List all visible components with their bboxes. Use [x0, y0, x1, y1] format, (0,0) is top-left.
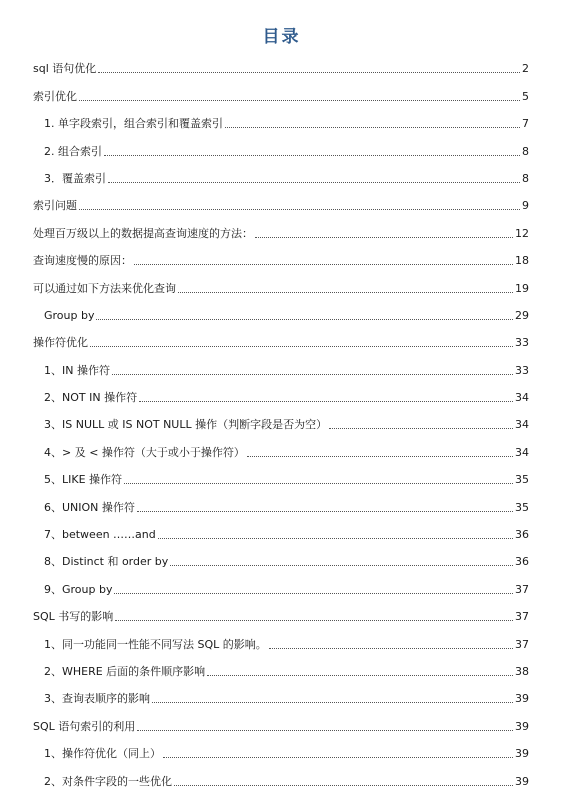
toc-entry-label: 索引优化	[33, 89, 77, 103]
dot-leader	[112, 374, 513, 375]
toc-entry[interactable]	[33, 548, 529, 575]
toc-entry[interactable]	[33, 712, 529, 739]
toc-entry[interactable]	[33, 630, 529, 657]
dot-leader	[163, 757, 513, 758]
toc-entry[interactable]	[33, 137, 529, 164]
toc-entry[interactable]	[33, 219, 529, 246]
toc-entry-page-number: 36	[515, 555, 529, 569]
toc-entry-label: 2、对条件字段的一些优化	[44, 774, 172, 788]
toc-entry-page-number: 37	[515, 582, 529, 596]
dot-leader	[114, 593, 513, 594]
toc-entry[interactable]	[33, 575, 529, 602]
toc-entry-page-number: 33	[515, 336, 529, 350]
toc-entry-label: 操作符优化	[33, 336, 88, 350]
toc-entry[interactable]	[33, 192, 529, 219]
toc-entry-label: 3、查询表顺序的影响	[44, 692, 150, 706]
toc-entry[interactable]	[33, 302, 529, 329]
toc-entry-label: SQL 书写的影响	[33, 610, 114, 624]
toc-title: 目录	[262, 27, 301, 47]
toc-entry-page-number: 12	[515, 226, 529, 240]
toc-entry-label: 处理百万级以上的数据提高查询速度的方法：	[33, 226, 253, 240]
dot-leader	[115, 620, 513, 621]
toc-entry-page-number: 8	[522, 144, 529, 158]
dot-leader	[90, 346, 513, 347]
dot-leader	[174, 785, 513, 786]
toc-entry-label: 1、操作符优化（同上）	[44, 747, 161, 761]
dot-leader	[124, 483, 513, 484]
dot-leader	[225, 127, 520, 128]
dot-leader	[269, 648, 513, 649]
toc-entry-page-number: 39	[515, 774, 529, 788]
toc-entry-page-number: 34	[515, 391, 529, 405]
toc-entry-page-number: 35	[515, 473, 529, 487]
toc-entry[interactable]	[33, 685, 529, 712]
toc-entry-page-number: 19	[515, 281, 529, 295]
toc-entry-page-number: 39	[515, 719, 529, 733]
dot-leader	[79, 100, 520, 101]
dot-leader	[104, 155, 520, 156]
toc-entry-page-number: 35	[515, 500, 529, 514]
toc-entry-label: Group by	[44, 308, 95, 322]
dot-leader	[207, 675, 513, 676]
dot-leader	[79, 209, 520, 210]
toc-entry[interactable]	[33, 740, 529, 767]
toc-entry-page-number: 34	[515, 445, 529, 459]
dot-leader	[329, 428, 513, 429]
dot-leader	[255, 237, 513, 238]
toc-entry-page-number: 34	[515, 418, 529, 432]
toc-entry[interactable]	[33, 165, 529, 192]
toc-entry-label: 4、> 及 < 操作符（大于或小于操作符）	[44, 445, 245, 459]
toc-entry-label: 1、IN 操作符	[44, 363, 110, 377]
dot-leader	[247, 456, 513, 457]
toc-entry-label: 7、between ……and	[44, 528, 156, 542]
toc-entry[interactable]	[33, 438, 529, 465]
toc-entry[interactable]	[33, 356, 529, 383]
toc-entry-label: 9、Group by	[44, 582, 113, 596]
dot-leader	[158, 538, 513, 539]
dot-leader	[137, 511, 513, 512]
toc-entry-label: 8、Distinct 和 order by	[44, 555, 169, 569]
toc-entry-page-number: 18	[515, 254, 529, 268]
toc-entry[interactable]	[33, 274, 529, 301]
dot-leader	[98, 72, 520, 73]
toc-entry[interactable]	[33, 110, 529, 137]
toc-entry-page-number: 8	[522, 171, 529, 185]
toc-entry-label: 索引问题	[33, 199, 77, 213]
toc-entry-page-number: 38	[515, 664, 529, 678]
toc-entry-label: 2、WHERE 后面的条件顺序影响	[44, 664, 206, 678]
toc-entry[interactable]	[33, 247, 529, 274]
toc-entry-label: 6、UNION 操作符	[44, 500, 135, 514]
toc-entry[interactable]	[33, 411, 529, 438]
toc-entry-label: sql 语句优化	[33, 62, 97, 76]
toc-entry-page-number: 29	[515, 308, 529, 322]
dot-leader	[137, 730, 513, 731]
toc-entry-page-number: 39	[515, 747, 529, 761]
toc-entry-page-number: 9	[522, 199, 529, 213]
toc-entry-label: 3、IS NULL 或 IS NOT NULL 操作（判断字段是否为空）	[44, 418, 328, 432]
toc-entry-label: 2、NOT IN 操作符	[44, 391, 138, 405]
table-of-contents	[33, 55, 529, 795]
toc-entry-page-number: 37	[515, 610, 529, 624]
toc-entry[interactable]	[33, 329, 529, 356]
dot-leader	[170, 565, 513, 566]
dot-leader	[139, 401, 513, 402]
toc-entry[interactable]	[33, 767, 529, 794]
toc-entry[interactable]	[33, 603, 529, 630]
toc-entry-label: 2. 组合索引	[44, 144, 102, 158]
toc-entry[interactable]	[33, 55, 529, 82]
dot-leader	[96, 319, 513, 320]
toc-entry-page-number: 7	[522, 117, 529, 131]
dot-leader	[152, 702, 513, 703]
toc-entry[interactable]	[33, 521, 529, 548]
toc-entry-label: 5、LIKE 操作符	[44, 473, 123, 487]
toc-entry-label: 1、同一功能同一性能不同写法 SQL 的影响。	[44, 637, 267, 651]
toc-entry-page-number: 39	[515, 692, 529, 706]
toc-entry[interactable]	[33, 82, 529, 109]
toc-entry-page-number: 37	[515, 637, 529, 651]
toc-entry-page-number: 2	[522, 62, 529, 76]
toc-entry[interactable]	[33, 384, 529, 411]
toc-entry-label: 可以通过如下方法来优化查询	[33, 281, 176, 295]
dot-leader	[178, 292, 513, 293]
toc-entry-label: 查询速度慢的原因：	[33, 254, 132, 268]
toc-entry[interactable]	[33, 658, 529, 685]
toc-entry-label: SQL 语句索引的利用	[33, 719, 136, 733]
toc-entry-label: 1. 单字段索引，组合索引和覆盖索引	[44, 117, 223, 131]
toc-entry-page-number: 5	[522, 89, 529, 103]
dot-leader	[108, 182, 520, 183]
toc-entry-page-number: 33	[515, 363, 529, 377]
toc-entry[interactable]	[33, 493, 529, 520]
dot-leader	[134, 264, 513, 265]
toc-entry-page-number: 36	[515, 528, 529, 542]
toc-entry-label: 3．覆盖索引	[44, 171, 106, 185]
toc-entry[interactable]	[33, 466, 529, 493]
